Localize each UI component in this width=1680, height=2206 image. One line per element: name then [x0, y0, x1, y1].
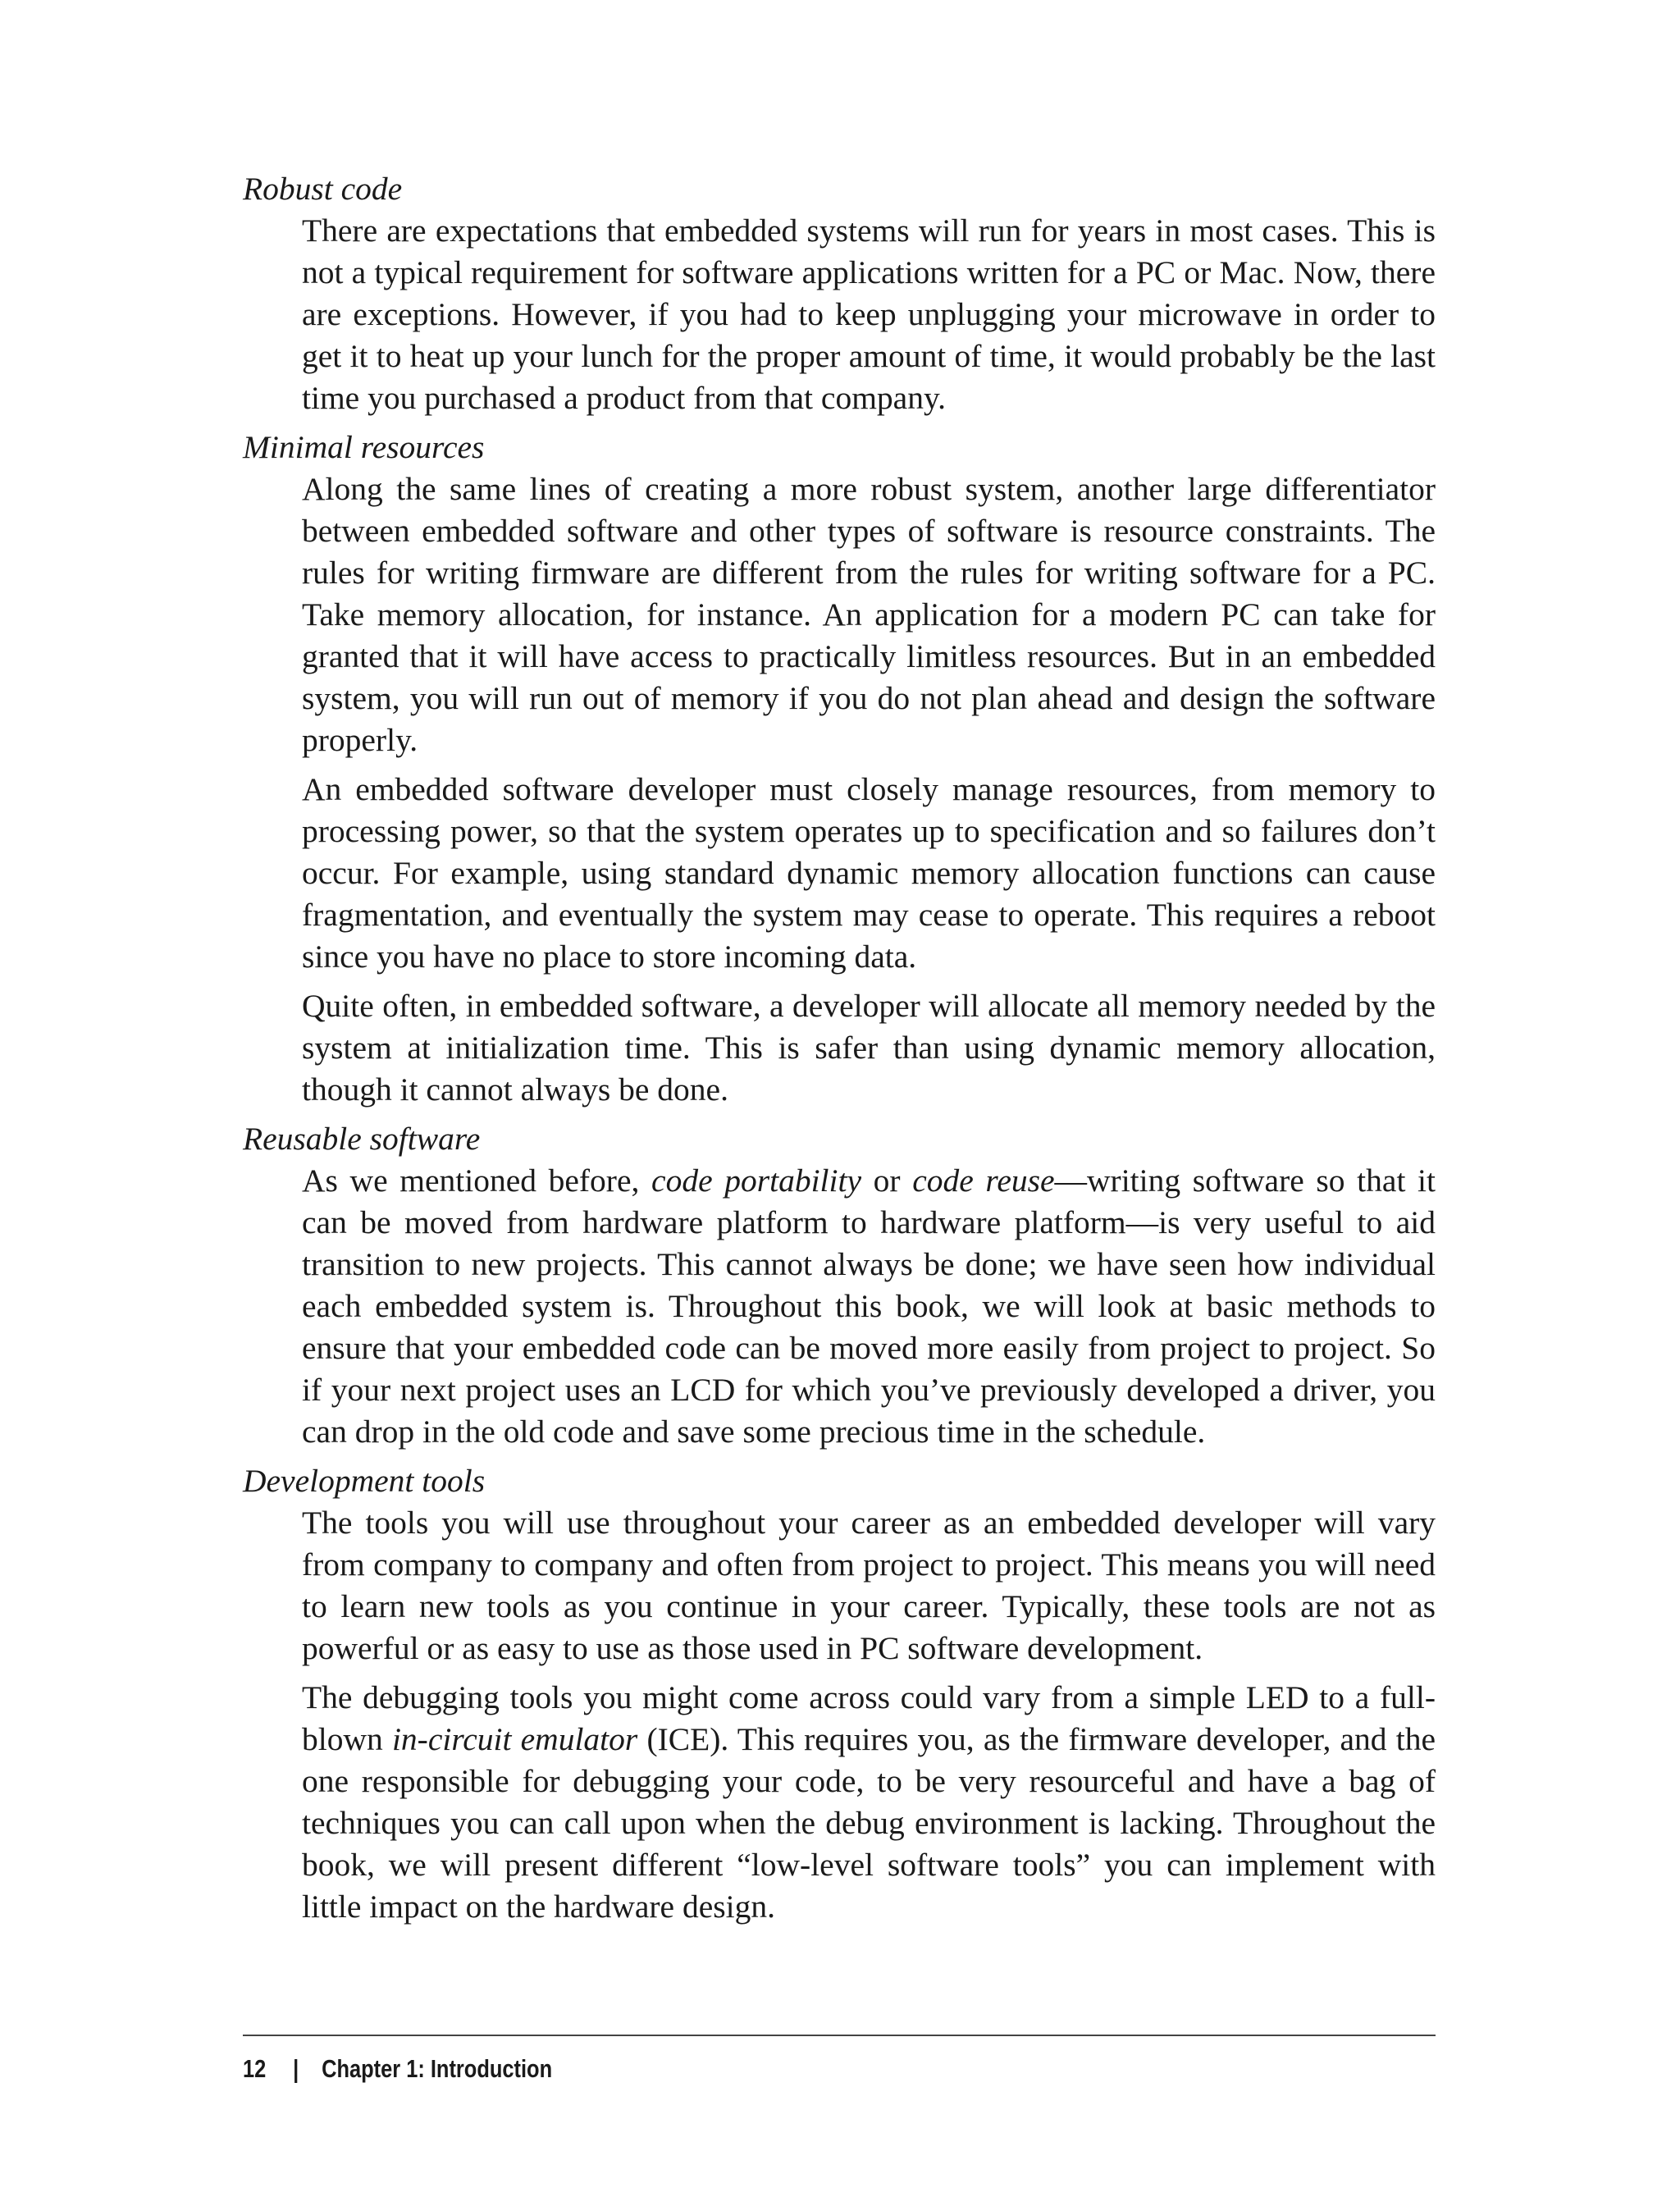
text-run: (ICE). This requires you, as the firmware developer, and the one responsible for debugging your code, to be very resourceful and have a bag of techniques you can call upon when the debug environment is lacking. Throughout the book, we will present different “low-level software tools” you can implement with little impact on the hardware design.	[302, 1721, 1436, 1925]
footer-text	[243, 2053, 552, 2085]
emphasis-in-circuit-emulator: in-circuit emulator	[391, 1721, 638, 1757]
emphasis-code-portability: code portability	[651, 1162, 862, 1199]
text-run: or	[861, 1162, 913, 1199]
text-run: The debugging tools you might come across could vary from a simple LED to a full-blown	[302, 1679, 1436, 1757]
definition-development-tools	[302, 1502, 1436, 1928]
page-number: 12	[243, 2054, 267, 2083]
term-robust-code: Robust code	[243, 171, 403, 207]
text-run: —writing software so that it can be moved from hardware platform to hardware platform—is very useful to aid transition to new projects. This cannot always be done; we have seen how individual each embedded system is. Throughout this book, we will look at basic methods to ensure that your embedded code can be moved more easily from project to project. So if your next project uses an LCD for which you’ve previously developed a driver, you can drop in the old code and save some precious time in the schedule.	[302, 1162, 1436, 1450]
term-reusable-software: Reusable software	[243, 1121, 481, 1157]
definition-list	[243, 168, 1436, 1935]
page-footer	[243, 2035, 1436, 2083]
paragraph	[302, 1677, 1436, 1928]
paragraph: Quite often, in embedded software, a developer will allocate all memory needed by the system at initialization time. This is safer than using dynamic memory allocation, though it cannot always be done.	[302, 988, 1436, 1108]
paragraph	[302, 1160, 1436, 1453]
paragraph: Along the same lines of creating a more robust system, another large differentiator between embedded software and other types of software is resource constraints. The rules for writing firmware are different from the rules for writing software for a PC. Take memory allocation, for instance. An application for a modern PC can take for granted that it will have access to practically limitless resources. But in an embedded system, you will run out of memory if you do not plan ahead and design the software properly.	[302, 471, 1436, 758]
paragraph: An embedded software developer must closely manage resources, from memory to processing power, so that the system operates up to specification and so failures don’t occur. For example, using standard dynamic memory allocation functions can cause fragmentation, and eventually the system may cease to operate. This requires a reboot since you have no place to store incoming data.	[302, 771, 1436, 975]
definition-minimal-resources	[302, 468, 1436, 1111]
definition-robust-code	[302, 210, 1436, 419]
emphasis-code-reuse: code reuse	[912, 1162, 1055, 1199]
definition-reusable-software	[302, 1160, 1436, 1453]
paragraph: There are expectations that embedded systems will run for years in most cases. This is not a typical requirement for software applications written for a PC or Mac. Now, there are exceptions. However, if you had to keep unplugging your microwave in order to get it to heat up your lunch for the proper amount of time, it would probably be the last time you purchased a product from that company.	[302, 212, 1436, 416]
term-minimal-resources: Minimal resources	[243, 429, 485, 465]
footer-separator: |	[293, 2054, 299, 2083]
text-run: As we mentioned before,	[302, 1162, 652, 1199]
chapter-title: Chapter 1: Introduction	[322, 2054, 553, 2083]
paragraph: The tools you will use throughout your career as an embedded developer will vary from company to company and often from project to project. This means you will need to learn new tools as you continue in your career. Typically, these tools are not as powerful or as easy to use as those used in PC software development.	[302, 1505, 1436, 1666]
term-development-tools: Development tools	[243, 1463, 486, 1499]
